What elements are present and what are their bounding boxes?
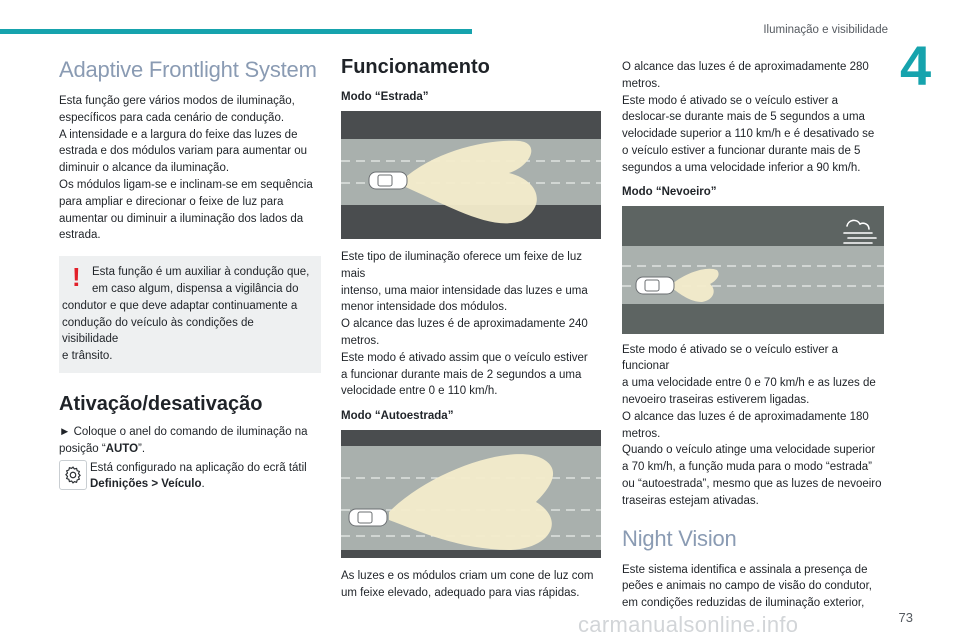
mode-road-text: Este tipo de iluminação oferece um feixe de luz mais intenso, uma maior intensidade das luzes e uma menor intensidade dos módulos. O alcance das luzes é de aproximadamente 240 metros. Este modo é ativado assim que o veículo estiver a funcionar durante mais de 2 segundos a uma velocidade entre 0 e 110 km/h.	[341, 251, 588, 398]
fog-mode-illustration	[622, 206, 884, 334]
car-icon	[636, 277, 674, 294]
car-icon	[349, 509, 387, 526]
activation-title: Ativação/desativação	[59, 392, 263, 415]
auto-position: AUTO	[105, 442, 139, 455]
night-vision-text: Este sistema identifica e assinala a presença de peões e animais no campo de visão do condutor, em condições reduzidas de iluminação exterior,	[622, 563, 872, 610]
mode-highway-text: As luzes e os módulos criam um cone de luz com um feixe elevado, adequado para vias rápidas.	[341, 570, 594, 599]
section-title: Iluminação e visibilidade	[763, 24, 888, 36]
warning-icon: !	[72, 262, 81, 293]
column-left	[59, 52, 321, 493]
gear-icon	[59, 460, 87, 490]
afs-title: Adaptive Frontlight System	[59, 57, 317, 82]
activation-step: ► Coloque o anel do comando de iluminação na posição “AUTO”.	[59, 425, 308, 455]
highway-mode-illustration	[341, 430, 601, 558]
mode-highway-text-cont: O alcance das luzes é de aproximadamente 280 metros. Este modo é ativado se o veículo estiver a deslocar-se durante mais de 5 segundos a uma velocidade superior a 110 km/h e é desativado se o veículo estiver a funcionar durante mais de 5 segundos a uma velocidade inferior a 90 km/h.	[622, 61, 875, 174]
road-mode-illustration	[341, 111, 601, 239]
warning-box: ! Esta função é um auxiliar à condução que, em caso algum, dispensa a vigilância do condutor e que deve adaptar continuamente a condução do veículo às condições de visibilidade e trânsito.	[59, 256, 321, 373]
column-middle	[341, 52, 603, 602]
column-right	[622, 52, 884, 612]
mode-fog-text: Este modo é ativado se o veículo estiver a funcionar a uma velocidade entre 0 e 70 km/h e as luzes de nevoeiro traseiras estiverem ligadas. O alcance das luzes é de aproximadamente 180 metros. Quando o veículo atinge uma velocidade superior a 70 km/h, a função muda para o modo “estrada” ou “autoestrada”, mesmo que as luzes de nevoeiro traseiras estejam ativadas.	[622, 343, 882, 507]
config-note: Está configurado na aplicação do ecrã tátil Definições > Veículo.	[59, 460, 321, 494]
mode-highway-title: Modo “Autoestrada”	[341, 410, 454, 423]
mode-fog-title: Modo “Nevoeiro”	[622, 185, 717, 198]
watermark: carmanualsonline.info	[578, 612, 799, 637]
operation-title: Funcionamento	[341, 56, 490, 78]
night-vision-title: Night Vision	[622, 525, 737, 551]
page-number: 73	[898, 610, 913, 625]
header-accent-bar	[0, 29, 472, 34]
chapter-number: 4	[900, 34, 932, 97]
afs-intro: Esta função gere vários modos de iluminação, específicos para cada cenário de condução. A intensidade e a largura do feixe das luzes de estrada e dos módulos variam para aumentar ou diminuir o alcance da iluminação. Os módulos ligam-se e inclinam-se em sequência para ampliar e direcionar o feixe de luz para aumentar ou diminuir a iluminação dos lados da estrada.	[59, 95, 313, 242]
settings-path: Definições > Veículo	[90, 478, 202, 491]
car-icon	[369, 172, 407, 189]
mode-road-title: Modo “Estrada”	[341, 91, 429, 103]
